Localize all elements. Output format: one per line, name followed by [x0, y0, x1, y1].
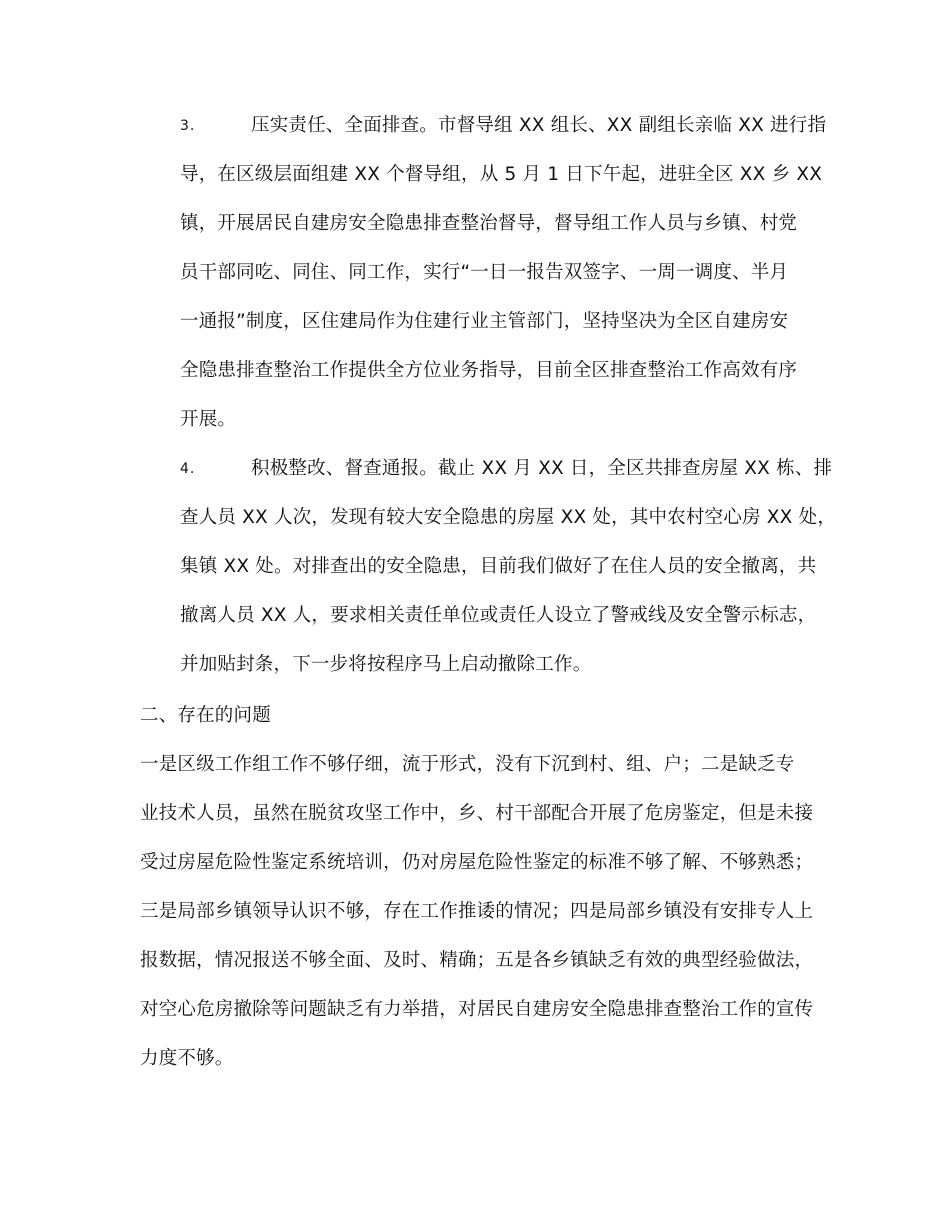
- paragraph-line: 力度不够。: [140, 1048, 234, 1069]
- paragraph-line: 三是局部乡镇领导认识不够，存在工作推诿的情况；四是局部乡镇没有安排专人上: [140, 901, 814, 922]
- paragraph-line: 报数据，情况报送不够全面、及时、精确；五是各乡镇缺乏有效的典型经验做法，: [140, 950, 814, 971]
- paragraph-line: 受过房屋危险性鉴定系统培训，仍对房屋危险性鉴定的标准不够了解、不够熟悉；: [140, 852, 814, 873]
- paragraph-line: 压实责任、全面排查。市督导组 XX 组长、XX 副组长亲临 XX 进行指: [251, 115, 827, 136]
- paragraph-line: 对空心危房撤除等问题缺乏有力举措，对居民自建房安全隐患排查整治工作的宣传: [140, 999, 814, 1020]
- paragraph-line: 一通报”制度，区住建局作为住建行业主管部门，坚持坚决为全区自建房安: [180, 311, 789, 332]
- item-number: 4.: [180, 461, 196, 477]
- item-number: 3.: [180, 118, 196, 134]
- paragraph-line: 开展。: [180, 409, 237, 430]
- paragraph-line: 集镇 XX 处。对排查出的安全隐患，目前我们做好了在住人员的安全撤离，共: [180, 556, 817, 577]
- paragraph-line: 并加贴封条，下一步将按程序马上启动撤除工作。: [180, 654, 592, 675]
- paragraph-line: 业技术人员，虽然在脱贫攻坚工作中，乡、村干部配合开展了危房鉴定，但是未接: [140, 803, 814, 824]
- paragraph-line: 撤离人员 XX 人，要求相关责任单位或责任人设立了警戒线及安全警示标志，: [180, 605, 817, 626]
- paragraph-line: 镇，开展居民自建房安全隐患排查整治督导，督导组工作人员与乡镇、村党: [180, 213, 798, 234]
- paragraph-line: 一是区级工作组工作不够仔细，流于形式，没有下沉到村、组、户；二是缺乏专: [140, 754, 795, 775]
- paragraph-line: 积极整改、督查通报。截止 XX 月 XX 日，全区共排查房屋 XX 栋、排: [251, 458, 833, 479]
- paragraph-line: 查人员 XX 人次，发现有较大安全隐患的房屋 XX 处，其中农村空心房 XX 处，: [180, 507, 837, 528]
- section-heading: 二、存在的问题: [140, 705, 271, 726]
- paragraph-line: 导，在区级层面组建 XX 个督导组，从 5 月 1 日下午起，进驻全区 XX 乡 XX: [180, 164, 823, 185]
- paragraph-line: 全隐患排查整治工作提供全方位业务指导，目前全区排查整治工作高效有序: [180, 360, 798, 381]
- paragraph-line: 员干部同吃、同住、同工作，实行“一日一报告双签字、一周一调度、半月: [180, 262, 789, 283]
